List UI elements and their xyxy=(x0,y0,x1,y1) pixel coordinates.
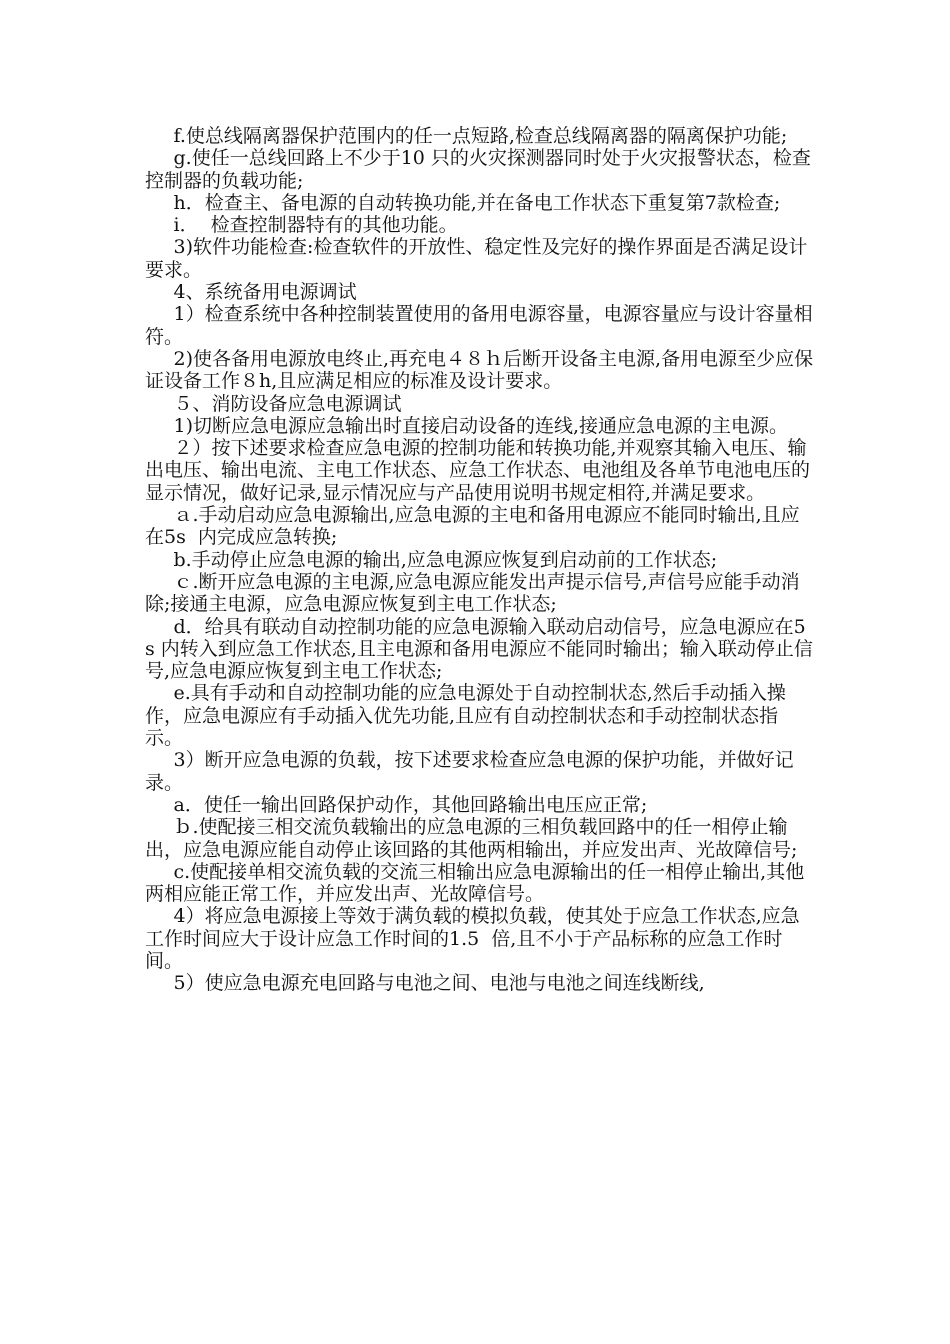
section-heading-backup-power: 4、系统备用电源调试 xyxy=(173,281,357,304)
paragraph-full-load-test: 4）将应急电源接上等效于满负载的模拟负载，使其处于应急工作状态,应急工作时间应大于设计应急工作时间的1.5 倍,且不小于产品标称的应急工作时间。 xyxy=(145,905,800,972)
paragraph-g-load-function: g.使任一总线回路上不少于10 只的火灾探测器同时处于火灾报警状态，检查控制器的负载功能; xyxy=(145,147,811,192)
paragraph-backup-capacity: 1）检查系统中各种控制装置使用的备用电源容量，电源容量应与设计容量相符。 xyxy=(145,303,813,348)
paragraph-c-main-power-off: ｃ.断开应急电源的主电源,应急电源应能发出声提示信号,声信号应能手动消除;接通主电源，应急电源应恢复到主电工作状态; xyxy=(145,570,800,616)
paragraph-a-manual-start: ａ.手动启动应急电源输出,应急电源的主电和备用电源应不能同时输出,且应在5s 内完成应急转换; xyxy=(145,504,800,549)
paragraph-cut-connection: 1)切断应急电源应急输出时直接启动设备的连线,接通应急电源的主电源。 xyxy=(173,414,789,437)
paragraph-a-output-protection: a．使任一输出回路保护动作，其他回路输出电压应正常; xyxy=(173,793,648,816)
paragraph-c-single-phase: c.使配接单相交流负载的交流三相输出应急电源输出的任一相停止输出,其他两相应能正常工作，并应发出声、光故障信号。 xyxy=(145,860,805,906)
paragraph-d-linkage-signal: d．给具有联动自动控制功能的应急电源输入联动启动信号，应急电源应在5s 内转入到应急工作状态,且主电源和备用电源应不能同时输出；输入联动停止信号,应急电源应恢复到主电工作状态; xyxy=(145,615,813,683)
paragraph-b-three-phase: ｂ.使配接三相交流负载输出的应急电源的三相负载回路中的任一相停止输出，应急电源应能自动停止该回路的其他两相输出，并应发出声、光故障信号; xyxy=(145,816,798,861)
paragraph-f-bus-isolator: f.使总线隔离器保护范围内的任一点短路,检查总线隔离器的隔离保护功能; xyxy=(173,125,788,147)
paragraph-e-manual-override: e.具有手动和自动控制功能的应急电源处于自动控制状态,然后手动插入操作，应急电源应有手动插入优先功能,且应有自动控制状态和手动控制状态指示。 xyxy=(145,682,786,750)
paragraph-charging-circuit: 5）使应急电源充电回路与电池之间、电池与电池之间连线断线, xyxy=(173,972,705,995)
paragraph-b-manual-stop: b.手动停止应急电源的输出,应急电源应恢复到启动前的工作状态; xyxy=(173,548,718,571)
document-body xyxy=(145,125,815,995)
paragraph-i-other-functions: i． 检查控制器特有的其他功能。 xyxy=(173,214,458,237)
section-heading-emergency-power: ５、消防设备应急电源调试 xyxy=(173,392,402,415)
paragraph-protection-check: 3）断开应急电源的负载，按下述要求检查应急电源的保护功能，并做好记录。 xyxy=(145,749,794,794)
paragraph-backup-discharge: 2)使各备用电源放电终止,再充电４８ｈ后断开设备主电源,备用电源至少应保证设备工作８h,且应满足相应的标准及设计要求。 xyxy=(145,347,814,393)
paragraph-h-power-switch: h．检查主、备电源的自动转换功能,并在备电工作状态下重复第7款检查; xyxy=(173,191,781,214)
paragraph-software-check: 3)软件功能检查:检查软件的开放性、稳定性及完好的操作界面是否满足设计要求。 xyxy=(145,236,808,281)
paragraph-control-switch-check: ２）按下述要求检查应急电源的控制功能和转换功能,并观察其输入电压、输出电压、输出电流、主电工作状态、应急工作状态、电池组及各单节电池电压的显示情况，做好记录,显示情况应与产品使用说明书规定相符,并满足要求。 xyxy=(145,437,811,504)
